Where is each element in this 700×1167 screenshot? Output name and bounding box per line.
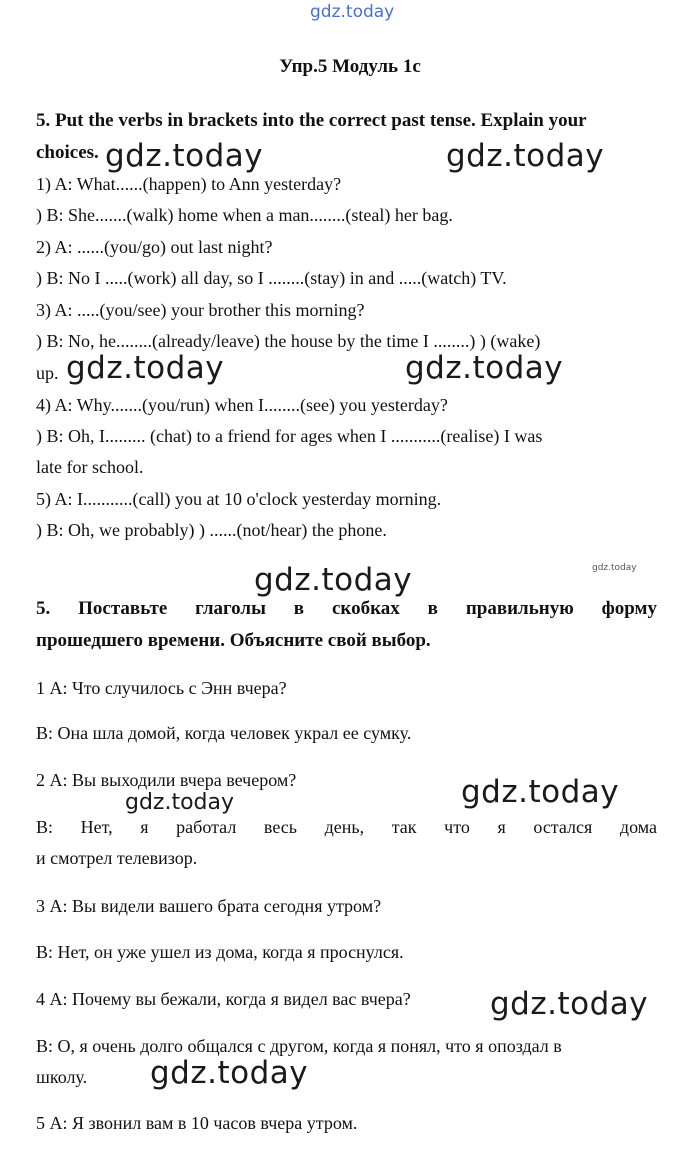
english-line: ) B: No, he........(already/leave) the house by the time I ........) ) (wake) (36, 331, 541, 351)
english-heading: 5. Put the verbs in brackets into the correct past tense. Explain your (36, 110, 587, 131)
english-line: up. (36, 363, 59, 383)
watermark-top: gdz.today (310, 2, 395, 22)
russian-line: 1 А: Что случилось с Энн вчера? (36, 678, 287, 698)
watermark: gdz.today (125, 790, 235, 815)
watermark-small: gdz.today (592, 563, 637, 573)
watermark: gdz.today (446, 138, 605, 174)
russian-line: 3 А: Вы видели вашего брата сегодня утром? (36, 896, 382, 916)
russian-line: В: Нет, он уже ушел из дома, когда я проснулся. (36, 942, 404, 962)
watermark: gdz.today (105, 138, 264, 174)
watermark: gdz.today (150, 1055, 309, 1091)
english-line: 4) A: Why.......(you/run) when I........(see) you yesterday? (36, 395, 448, 415)
russian-line: 2 А: Вы выходили вчера вечером? (36, 770, 297, 790)
english-line: 5) A: I...........(call) you at 10 o'clock yesterday morning. (36, 489, 442, 509)
watermark: gdz.today (405, 350, 564, 386)
watermark: gdz.today (490, 986, 649, 1022)
english-line: ) B: Oh, I......... (chat) to a friend for ages when I ...........(realise) I was (36, 426, 543, 446)
watermark: gdz.today (461, 774, 620, 810)
russian-line: 4 А: Почему вы бежали, когда я видел вас вчера? (36, 989, 411, 1009)
russian-line: В: О, я очень долго общался с другом, когда я понял, что я опоздал в (36, 1036, 562, 1056)
russian-heading: 5. Поставьте глаголы в скобках в правильную форму (36, 598, 657, 619)
english-line: ) B: No I .....(work) all day, so I ........(stay) in and .....(watch) TV. (36, 268, 507, 288)
english-line: ) B: She.......(walk) home when a man........(steal) her bag. (36, 205, 453, 225)
english-heading-cont: choices. (36, 142, 99, 163)
watermark: gdz.today (254, 562, 413, 598)
russian-line: В: Нет, я работал весь день, так что я остался дома (36, 817, 657, 837)
page-title: Упр.5 Модуль 1с (279, 56, 421, 77)
russian-heading-cont: прошедшего времени. Объясните свой выбор. (36, 630, 431, 651)
russian-line: и смотрел телевизор. (36, 848, 198, 868)
english-line: late for school. (36, 457, 144, 477)
russian-line: В: Она шла домой, когда человек украл ее сумку. (36, 723, 412, 743)
watermark: gdz.today (66, 350, 225, 386)
english-line: 1) A: What......(happen) to Ann yesterday? (36, 174, 342, 194)
russian-line: школу. (36, 1067, 88, 1087)
english-line: ) B: Oh, we probably) ) ......(not/hear) the phone. (36, 520, 387, 540)
english-line: 3) A: .....(you/see) your brother this morning? (36, 300, 365, 320)
english-line: 2) A: ......(you/go) out last night? (36, 237, 273, 257)
russian-line: 5 А: Я звонил вам в 10 часов вчера утром. (36, 1113, 358, 1133)
